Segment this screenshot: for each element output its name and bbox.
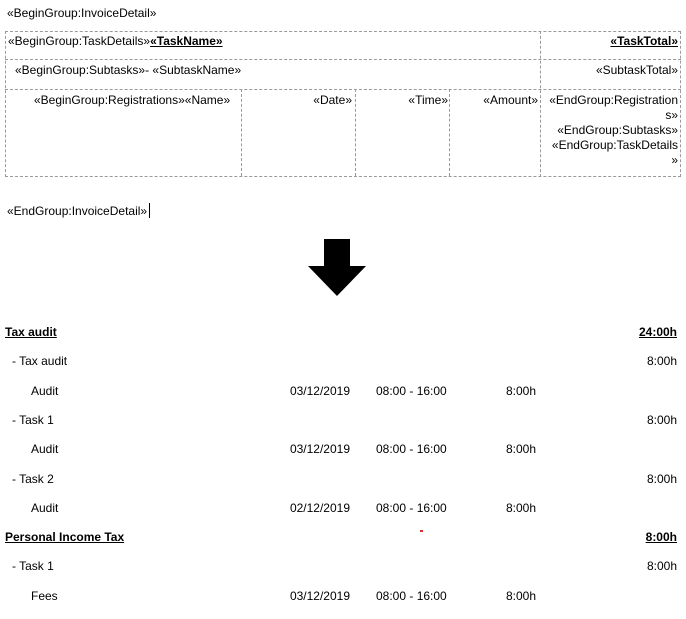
subtask-total-field: «SubtaskTotal»: [595, 63, 678, 77]
table-border-right: [680, 31, 681, 177]
begin-invoice-tag: «BeginGroup:InvoiceDetail»: [7, 6, 157, 20]
end-registrations-tag-line2: s»: [665, 108, 678, 122]
table-col-divider: [540, 31, 541, 177]
registration-date: 03/12/2019: [289, 442, 350, 456]
task-name-field: «TaskName»: [150, 34, 223, 48]
registration-name: Audit: [31, 442, 59, 456]
registration-amount: 8:00h: [505, 384, 536, 398]
registration-time: 08:00 - 16:00: [376, 384, 447, 398]
task-total-field: «TaskTotal»: [610, 34, 678, 48]
task-name: Tax audit: [5, 325, 57, 339]
registration-date: 03/12/2019: [289, 589, 350, 603]
subtask-name: - Task 1: [12, 559, 54, 573]
table-col-divider: [241, 89, 242, 176]
task-total: 24:00h: [638, 325, 677, 339]
end-groups-cell: [549, 93, 678, 168]
subtask-name: - Task 1: [12, 413, 54, 427]
reg-name-field: «Name»: [184, 93, 231, 107]
subtask-name: - Task 2: [12, 472, 54, 486]
end-subtasks-tag: «EndGroup:Subtasks»: [557, 123, 678, 137]
reg-amount-field: «Amount»: [483, 93, 538, 107]
registration-name: Audit: [31, 501, 59, 515]
table-row-divider: [5, 89, 681, 90]
registration-time: 08:00 - 16:00: [376, 501, 447, 515]
registration-amount: 8:00h: [505, 501, 536, 515]
table-border-bottom: [5, 176, 681, 177]
subtask-total: 8:00h: [646, 559, 677, 573]
down-arrow-icon: [308, 239, 366, 297]
red-mark: [420, 530, 423, 532]
end-invoice-tag: «EndGroup:InvoiceDetail»: [7, 204, 148, 218]
table-col-divider: [355, 89, 356, 176]
reg-time-field: «Time»: [408, 93, 448, 107]
subtasks-row: [15, 63, 241, 77]
registrations-row: [34, 93, 230, 107]
subtask-total: 8:00h: [646, 354, 677, 368]
end-taskdetails-tag-line1: «EndGroup:TaskDetails: [551, 138, 678, 152]
task-begin-tag: «BeginGroup:TaskDetails»: [8, 34, 151, 48]
registration-date: 02/12/2019: [289, 501, 350, 515]
end-registrations-tag-line1: «EndGroup:Registration: [549, 93, 678, 107]
end-taskdetails-tag-line2: »: [671, 153, 678, 167]
task-total: 8:00h: [645, 530, 677, 544]
registration-time: 08:00 - 16:00: [376, 442, 447, 456]
task-name: Personal Income Tax: [5, 530, 125, 544]
table-row-divider: [5, 59, 681, 60]
table-col-divider: [449, 89, 450, 176]
subtask-total: 8:00h: [646, 413, 677, 427]
table-border-top: [5, 31, 681, 32]
subtask-total: 8:00h: [646, 472, 677, 486]
registration-amount: 8:00h: [505, 589, 536, 603]
subtask-name-field: - «SubtaskName»: [145, 63, 242, 77]
registrations-begin-tag: «BeginGroup:Registrations»: [34, 93, 185, 107]
registration-name: Audit: [31, 384, 59, 398]
subtask-name: - Tax audit: [12, 354, 68, 368]
task-details-row: [8, 34, 223, 48]
registration-date: 03/12/2019: [289, 384, 350, 398]
registration-time: 08:00 - 16:00: [376, 589, 447, 603]
text-cursor: [149, 203, 150, 218]
registration-name: Fees: [31, 589, 58, 603]
subtasks-begin-tag: «BeginGroup:Subtasks»: [15, 63, 146, 77]
reg-date-field: «Date»: [313, 93, 352, 107]
registration-amount: 8:00h: [505, 442, 536, 456]
table-border-left: [5, 31, 6, 177]
